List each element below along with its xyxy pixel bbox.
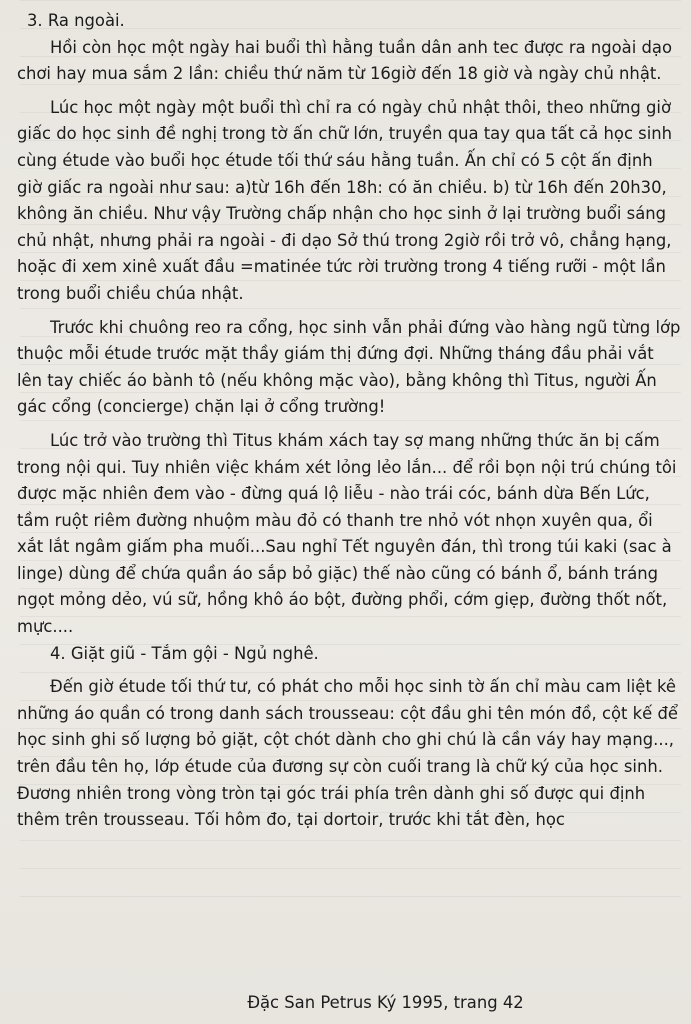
page-footer	[0, 991, 691, 1015]
section-heading-giat-giu: 4. Giặt giũ - Tắm gội - Ngủ nghê.	[50, 643, 319, 663]
paragraph-2: Lúc học một ngày một buổi thì chỉ ra có ngày chủ nhật thôi, theo những giờ giấc do học sinh đề nghị trong tờ ấn chữ lớn, truyền qua tay qua tất cả học sinh cùng étude vào buổi học étude tối thứ sáu hằng tuần. Ấn chỉ có 5 cột ấn định giờ giấc ra ngoài như sau: a)từ 16h đến 18h: có ăn chiều. b) từ 16h đến 20h30, không ăn chiều. Như vậy Trường chấp nhận cho học sinh ở lại trường buổi sáng chủ nhật, nhưng phải ra ngoài - đi dạo Sở thú trong 2giờ rồi trở vô, chẳng hạng, hoặc đi xem xinê xuất đầu =matinée tức rời trường trong 4 tiếng rưỡi - một lần trong buổi chiều chúa nhật.	[17, 97, 673, 303]
page-body	[17, 8, 681, 834]
paragraph-6: Đương nhiên trong vòng tròn tại góc trái phía trên dành ghi số được qui định thêm trên trousseau. Tối hôm đo, tại dortoir, trước khi tắt đèn, học	[17, 783, 646, 830]
section-heading-ra-ngoai: 3. Ra ngoài.	[27, 11, 125, 30]
footer-text: Đặc San Petrus Ký 1995, trang 42	[247, 993, 524, 1012]
paragraph-5: Đến giờ étude tối thứ tư, có phát cho mỗi học sinh tờ ấn chỉ màu cam liệt kê những áo quần có trong danh sách trousseau: cột đầu ghi tên món đồ, cột kế để học sinh ghi số lượng bỏ giặt, cột chót dành cho ghi chú là cần váy hay mạng..., trên đầu tên họ, lớp étude của đương sự còn cuối trang là chữ ký của học sinh.	[17, 677, 678, 777]
paragraph-3: Trước khi chuông reo ra cổng, học sinh vẫn phải đứng vào hàng ngũ từng lớp thuộc mỗi étude trước mặt thầy giám thị đứng đợi. Những tháng đầu phải vắt lên tay chiếc áo bành tô (nếu không mặc vào), bằng không thì Titus, người Ấn gác cổng (concierge) chặn lại ở cổng trường!	[17, 317, 681, 417]
paragraph-1: Hồi còn học một ngày hai buổi thì hằng tuần dân anh tec được ra ngoài dạo chơi hay mua sắm 2 lần: chiều thứ năm từ 16giờ đến 18 giờ và ngày chủ nhật.	[17, 37, 672, 84]
paragraph-4: Lúc trở vào trường thì Titus khám xách tay sợ mang những thức ăn bị cấm trong nội qui. Tuy nhiên việc khám xét lỏng lẻo lắn... để rồi bọn nội trú chúng tôi được mặc nhiên đem vào - đừng quá lộ liễu - nào trái cóc, bánh dừa Bến Lức, tầm ruột riêm đường nhuộm màu đỏ có thanh tre nhỏ vót nhọn xuyên qua, ổi xắt lắt ngâm giấm pha muối...Sau nghỉ Tết nguyên đán, thì trong túi kaki (sac à linge) dùng để chứa quần áo sắp bỏ giặc) thế nào cũng có bánh ổ, bánh tráng ngọt mỏng dẻo, vú sữ, hồng khô áo bột, đường phổi, cớm giẹp, đường thốt nốt, mực....	[17, 430, 677, 637]
